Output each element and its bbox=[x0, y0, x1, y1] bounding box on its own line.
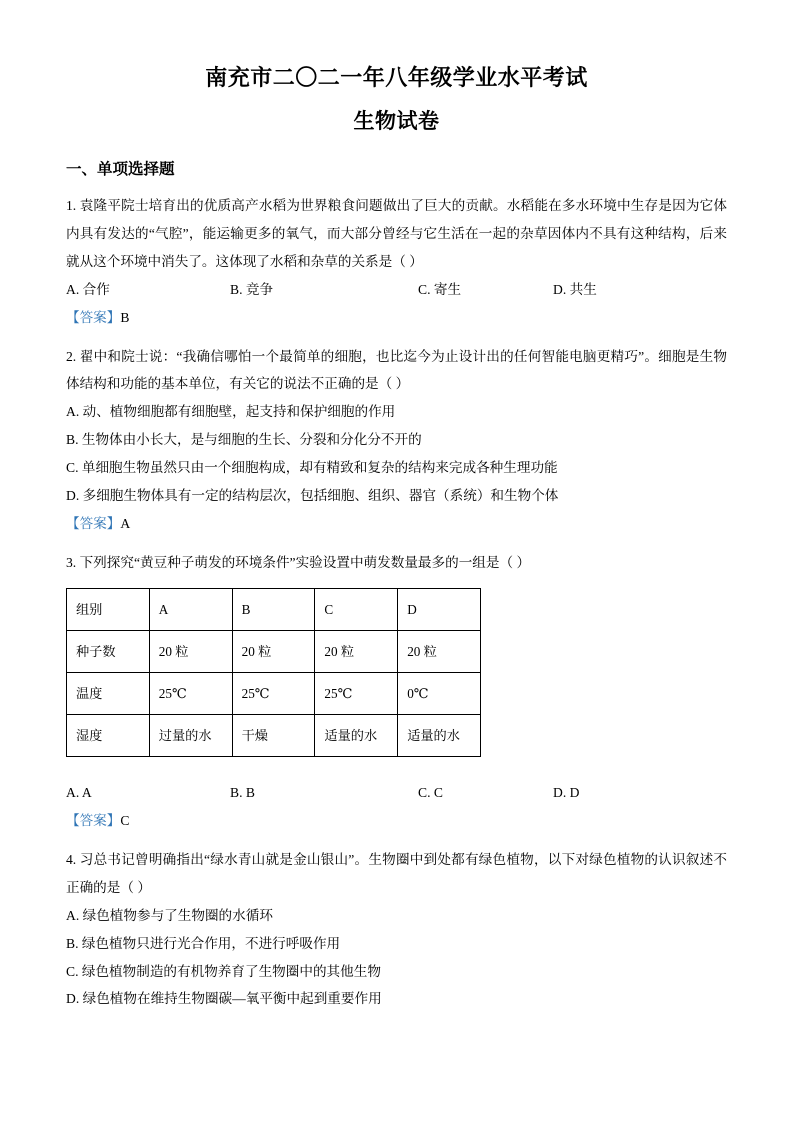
table-spacer bbox=[66, 757, 727, 779]
question-3-option-c[interactable]: C. C bbox=[418, 785, 443, 801]
question-2-stem: 2. 翟中和院士说：“我确信哪怕一个最简单的细胞，也比迄今为止设计出的任何智能电脑更精巧”。细胞是生物体结构和功能的基本单位，有关它的说法不正确的是（ ） bbox=[66, 348, 727, 392]
table-cell: 0℃ bbox=[398, 673, 481, 715]
experiment-setup-table bbox=[66, 588, 481, 757]
question-2-option-d[interactable]: D. 多细胞生物体具有一定的结构层次，包括细胞、组织、器官（系统）和生物个体 bbox=[66, 487, 559, 503]
question-3-options bbox=[66, 779, 727, 807]
question-1 bbox=[66, 192, 727, 331]
question-4-option-b[interactable]: B. 绿色植物只进行光合作用，不进行呼吸作用 bbox=[66, 935, 341, 951]
table-cell: 湿度 bbox=[67, 715, 150, 757]
table-row bbox=[67, 631, 481, 673]
question-2-answer-tag: 【答案】 bbox=[66, 515, 121, 531]
table-cell: 20 粒 bbox=[149, 631, 232, 673]
question-1-answer-tag: 【答案】 bbox=[66, 309, 121, 325]
question-1-option-c[interactable]: C. 寄生 bbox=[418, 281, 462, 297]
question-3-answer-value: C bbox=[120, 813, 130, 829]
question-2-answer-value: A bbox=[120, 515, 131, 531]
question-1-answer bbox=[66, 304, 727, 332]
question-4-option-a[interactable]: A. 绿色植物参与了生物圈的水循环 bbox=[66, 907, 273, 923]
question-1-option-b[interactable]: B. 竞争 bbox=[230, 281, 274, 297]
question-2-answer bbox=[66, 510, 727, 538]
question-3-option-d[interactable]: D. D bbox=[553, 785, 580, 801]
table-cell: 干燥 bbox=[232, 715, 315, 757]
table-cell: B bbox=[232, 589, 315, 631]
table-cell: 25℃ bbox=[315, 673, 398, 715]
page-subtitle: 生物试卷 bbox=[353, 108, 440, 133]
question-4 bbox=[66, 846, 727, 1013]
question-4-stem: 4. 习总书记曾明确指出“绿水青山就是金山银山”。生物圈中到处都有绿色植物，以下对绿色植物的认识叙述不正确的是（ ） bbox=[66, 852, 727, 896]
question-1-options bbox=[66, 276, 727, 304]
question-4-option-d[interactable]: D. 绿色植物在维持生物圈碳—氧平衡中起到重要作用 bbox=[66, 991, 382, 1007]
table-cell: 适量的水 bbox=[398, 715, 481, 757]
table-cell: D bbox=[398, 589, 481, 631]
question-3-answer-tag: 【答案】 bbox=[66, 813, 121, 829]
table-cell: 组别 bbox=[67, 589, 150, 631]
question-1-option-a[interactable]: A. 合作 bbox=[66, 281, 110, 297]
question-2-option-a[interactable]: A. 动、植物细胞都有细胞壁，起支持和保护细胞的作用 bbox=[66, 404, 396, 420]
table-row bbox=[67, 673, 481, 715]
question-1-stem: 1. 袁隆平院士培育出的优质高产水稻为世界粮食问题做出了巨大的贡献。水稻能在多水环境中生存是因为它体内具有发达的“气腔”，能运输更多的氧气，而大部分曾经与它生活在一起的杂草因体内不具有这种结构，后来就从这个环境中消失了。这体现了水稻和杂草的关系是（ ） bbox=[66, 198, 727, 269]
table-cell: 25℃ bbox=[232, 673, 315, 715]
table-row bbox=[67, 589, 481, 631]
question-2 bbox=[66, 343, 727, 538]
table-cell: 温度 bbox=[67, 673, 150, 715]
table-cell: 适量的水 bbox=[315, 715, 398, 757]
question-3-answer bbox=[66, 807, 727, 835]
question-1-answer-value: B bbox=[120, 309, 130, 325]
question-3-option-a[interactable]: A. A bbox=[66, 785, 92, 801]
question-2-option-b[interactable]: B. 生物体由小长大，是与细胞的生长、分裂和分化分不开的 bbox=[66, 432, 422, 448]
question-3 bbox=[66, 549, 727, 836]
question-1-option-d[interactable]: D. 共生 bbox=[553, 281, 597, 297]
question-2-option-c[interactable]: C. 单细胞生物虽然只由一个细胞构成，却有精致和复杂的结构来完成各种生理功能 bbox=[66, 460, 558, 476]
table-cell: 20 粒 bbox=[315, 631, 398, 673]
table-row bbox=[67, 715, 481, 757]
question-4-option-c[interactable]: C. 绿色植物制造的有机物养育了生物圈中的其他生物 bbox=[66, 963, 381, 979]
table-cell: 过量的水 bbox=[149, 715, 232, 757]
question-3-option-b[interactable]: B. B bbox=[230, 785, 255, 801]
section-heading-multiple-choice: 一、单项选择题 bbox=[66, 161, 175, 179]
page-title: 南充市二〇二一年八年级学业水平考试 bbox=[205, 65, 588, 90]
table-cell: C bbox=[315, 589, 398, 631]
table-cell: 25℃ bbox=[149, 673, 232, 715]
question-3-stem: 3. 下列探究“黄豆种子萌发的环境条件”实验设置中萌发数量最多的一组是（ ） bbox=[66, 554, 531, 570]
table-cell: 20 粒 bbox=[232, 631, 315, 673]
table-cell: A bbox=[149, 589, 232, 631]
table-cell: 种子数 bbox=[67, 631, 150, 673]
table-cell: 20 粒 bbox=[398, 631, 481, 673]
